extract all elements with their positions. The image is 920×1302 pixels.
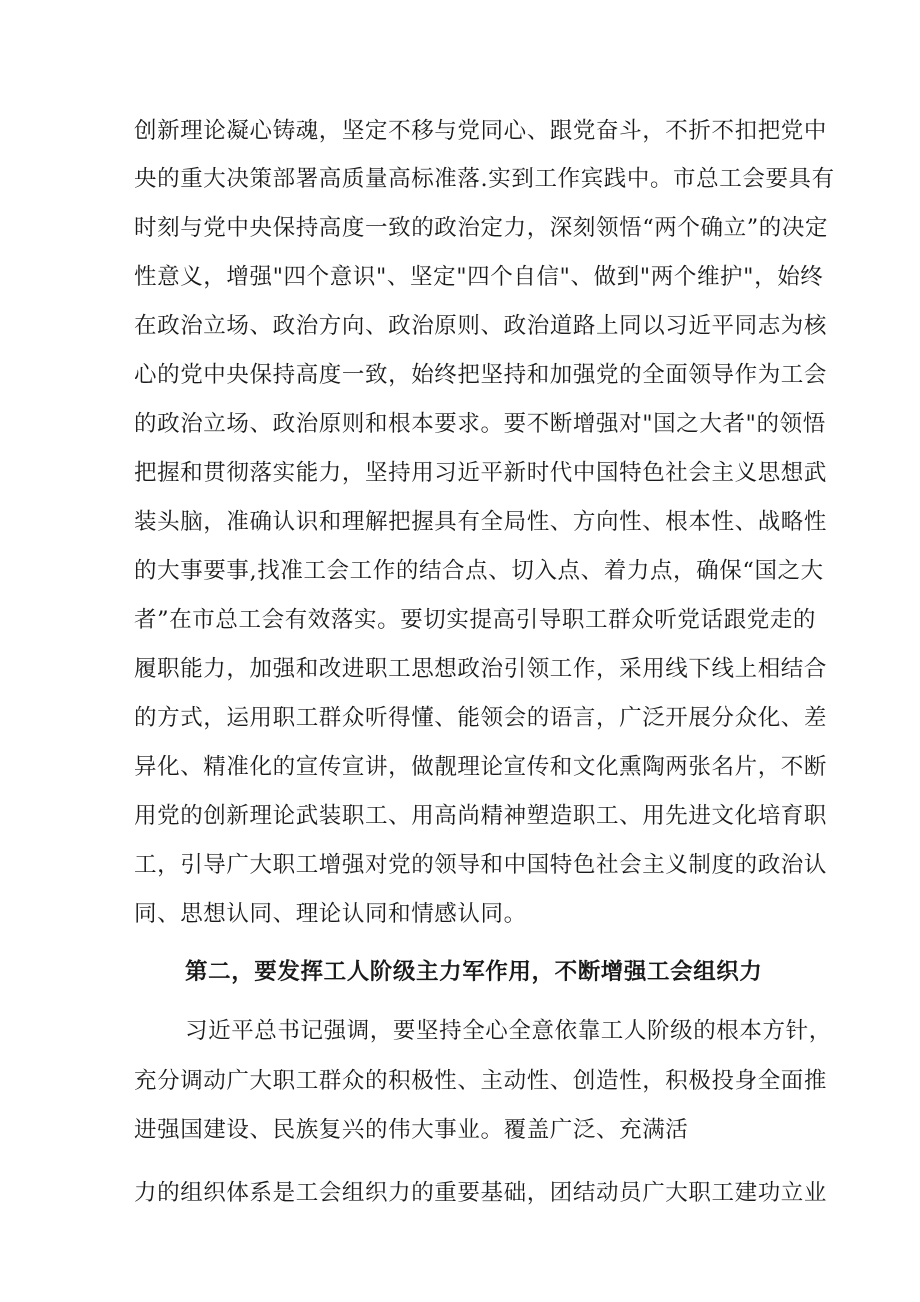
paragraph-line: 工，引导广大职工增强对党的领导和中国特色社会主义制度的政治认	[134, 852, 828, 878]
section-heading: 第二，要发挥工人阶级主力军作用，不断增强工会组织力	[185, 959, 763, 985]
paragraph-line: 把握和贯彻落实能力，坚持用习近平新时代中国特色社会主义思想武	[134, 460, 828, 486]
paragraph-line: 创新理论凝心铸魂，坚定不移与党同心、跟党奋斗，不折不扣把党中	[134, 118, 828, 144]
paragraph-line: 充分调动广大职工群众的积极性、主动性、创造性，积极投身全面推	[134, 1068, 828, 1094]
paragraph-line: 的政治立场、政治原则和根本要求。要不断增强对"国之大者"的领悟	[134, 411, 826, 437]
paragraph-line: 进强国建设、民族复兴的伟大事业。覆盖广泛、充满活	[134, 1117, 689, 1143]
paragraph-line: 时刻与党中央保持高度一致的政治定力，深刻领悟“两个确立”的决定	[134, 215, 829, 241]
paragraph-line: 用党的创新理论武装职工、用高尚精神塑造职工、用先进文化培育职	[134, 803, 828, 829]
paragraph-line: 在政治立场、政治方向、政治原则、政治道路上同以习近平同志为核	[134, 313, 828, 339]
paragraph-line: 异化、精准化的宣传宣讲，做靓理论宣传和文化熏陶两张名片，不断	[134, 754, 828, 780]
paragraph-line: 履职能力，加强和改进职工思想政治引领工作，采用线下线上相结合	[134, 656, 828, 682]
paragraph-line: 的大事要事,找准工会工作的结合点、切入点、着力点，确保“国之大	[134, 558, 824, 584]
paragraph-line: 央的重大决策部署高质量高标准落.实到工作宾践中。市总工会要具有	[134, 166, 835, 192]
paragraph-line: 习近平总书记强调，要坚持全心全意依靠工人阶级的根本方针，	[185, 1018, 832, 1044]
paragraph-line: 力的组织体系是工会组织力的重要基础，团结动员广大职工建功立业	[134, 1180, 828, 1206]
paragraph-line: 者”在市总工会有效落实。要切实提高引导职工群众听党话跟党走的	[134, 607, 817, 633]
paragraph-line: 的方式，运用职工群众听得懂、能领会的语言，广泛开展分众化、差	[134, 705, 828, 731]
paragraph-line: 性意义，增强"四个意识"、坚定"四个自信"、做到"两个维护"，始终	[134, 264, 824, 290]
paragraph-line: 装头脑，准确认识和理解把握具有全局性、方向性、根本性、战略性	[134, 509, 828, 535]
paragraph-line: 同、思想认同、理论认同和情感认同。	[134, 901, 527, 927]
paragraph-line: 心的党中央保持高度一致，始终把坚持和加强党的全面领导作为工会	[134, 362, 828, 388]
